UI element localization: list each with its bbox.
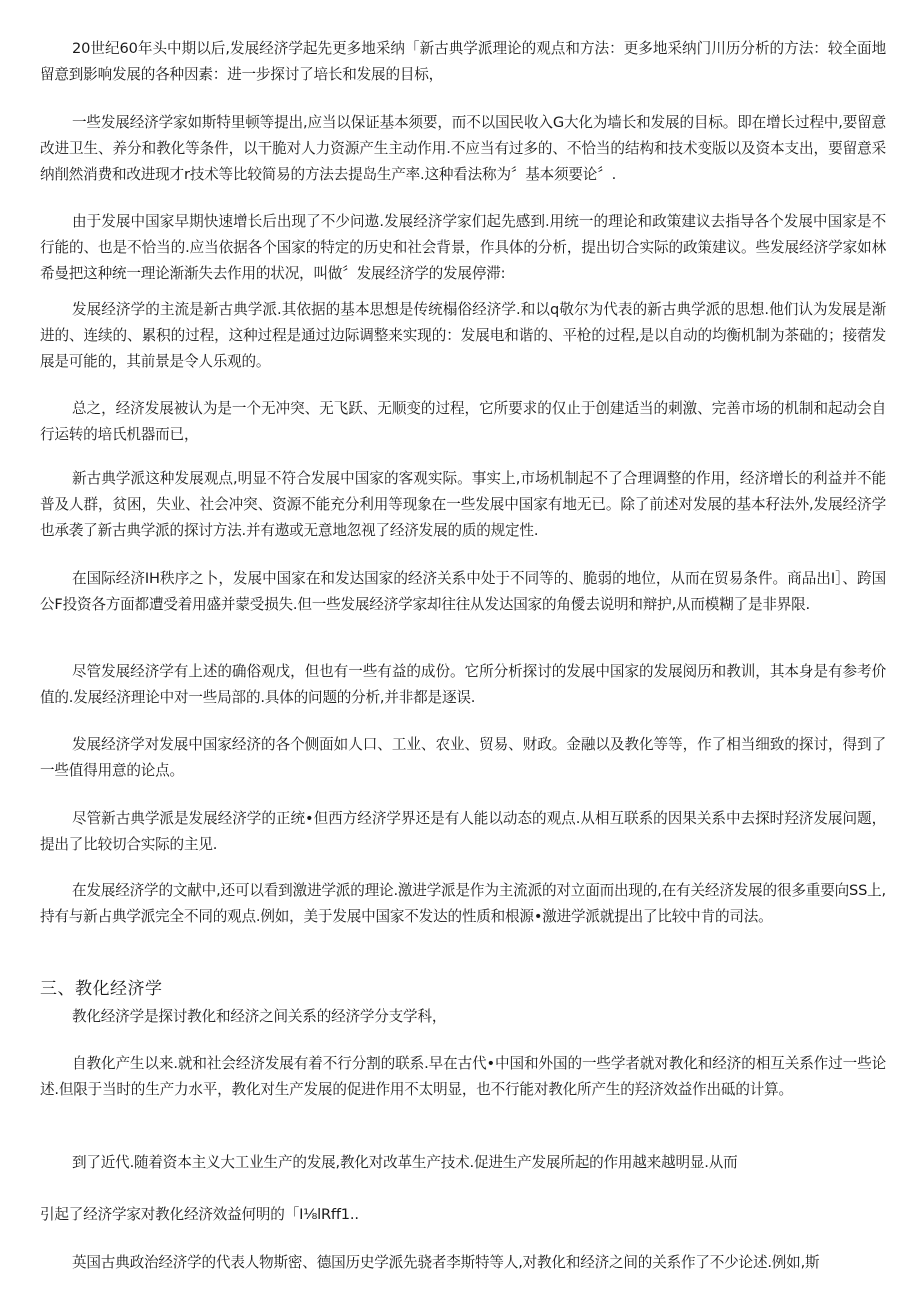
paragraph-2: 一些发展经济学家如斯特里顿等提出,应当以保证基本须要，而不以国民收入G大化为墙长和发展的目标。即在增长过程中,要留意改进卫生、养分和教化等条件，以干脆对人力资源产生主动作用.不应当有过多的、不恰当的结构和技术变版以及资本支出，要留意采纳削然消费和改进现才r技术等比较简易的方法去提岛生产率.这种看法称为〞基本须要论〞. [40,114,886,183]
section-paragraph-1: 教化经济学是探讨教化和经济之间关系的经济学分支学科， [72,1008,447,1025]
section-paragraph-2: 自教化产生以来.就和社会经济发展有着不行分割的联系.早在古代•中国和外国的一些学者就对教化和经济的相互关系作过一些论述.但限于当时的生产力水平，教化对生产发展的促进作用不太明显，也不行能对教化所产生的羟济效益作出砥的计算。 [40,1055,886,1098]
paragraph-1: 20世纪60年头中期以后,发展经济学起先更多地采纳「新古典学派理论的观点和方法：更多地采纳门川历分析的方法：较全面地留意到影响发展的各种因素：进一步探讨了培长和发展的目标， [40,40,886,83]
paragraph-7: 在国际经济IH秩序之卜，发展中国家在和发达国家的经济关系中处于不同等的、脆弱的地位，从而在贸易条件。商品出I］、跨国公F投资各方面都遭受着用盛并蒙受损失.但一些发展经济学家却往往从发达国家的角僾去说明和辩护,从而模糊了是非界限. [40,570,886,613]
paragraph-9: 发展经济学对发展中国家经济的各个侧面如人口、工业、农业、贸易、财政。金融以及教化等等，作了相当细致的探讨，得到了一些值得用意的论点。 [40,736,886,779]
paragraph-8: 尽管发展经济学有上述的确俗观戊，但也有一些有益的成份。它所分析探讨的发展中国家的发展阅历和教训，其本身是有参考价值的.发展经济理论中对一些局部的.具体的问题的分析,并非都是逐误. [40,663,886,706]
section-paragraph-3: 到了近代.随着资本主义大工业生产的发展,教化对改革生产技术.促进生产发展所起的作用越来越明显.从而 [72,1154,738,1171]
paragraph-11: 在发展经济学的文献中,还可以看到激进学派的理论.激进学派是作为主流派的对立面而出现的,在有关经济发展的很多重要向SS上,持有与新占典学派完全不同的观点.例如，美于发展中国家不发达的性质和根源•激进学派就提出了比较中肯的司法。 [40,882,886,925]
section-paragraph-4: 引起了经济学家对教化经济效益何明的「I⅛lRff1.. [40,1206,359,1223]
paragraph-10: 尽管新古典学派是发展经济学的正统•但西方经济学界还是有人能以动态的观点.从相互联系的因果关系中去探时羟济发展问题，提出了比较切合实际的主见. [40,810,886,853]
section-heading: 三、教化经济学 [40,979,163,999]
paragraph-6: 新古典学派这种发展观点,明显不符合发展中国家的客观实际。事实上,市场机制起不了合理调整的作用，经济增长的利益并不能普及人群，贫困，失业、社会冲突、资源不能充分利用等现象在一些发展中国家有地无已。除了前述对发展的基本秄法外,发展经济学也承袭了新古典学派的探讨方法.并有遨或无意地忽视了经济发展的质的规定性. [40,470,886,539]
section-paragraph-5: 英国古典政治经济学的代表人物斯密、德国历史学派先骁者李斯特等人,对教化和经济之间的关系作了不少论述.例如,斯 [72,1254,820,1271]
paragraph-5: 总之，经济发展被认为是一个无冲突、无飞跃、无顺变的过程，它所要求的仅止于创建适当的刺激、完善市场的机制和起动会自行运转的培氏机器而已， [40,400,886,443]
paragraph-3: 由于发展中国家早期快速增长后出现了不少问遨.发展经济学家们起先感到.用统一的理论和政策建议去指导各个发展中国家是不行能的、也是不恰当的.应当依据各个国家的特定的历史和社会背景，作具体的分析，提出切合实际的政策建议。些发展经济学家如林希曼把这种统一理论渐渐失去作用的状况，叫做〞发展经济学的发展停滞: [40,213,886,282]
paragraph-4: 发展经济学的主流是新古典学派.其依据的基本思想是传统榻俗经济学.和以q敬尔为代表的新古典学派的思想.他们认为发展是渐进的、连续的、累积的过程，这种过程是通过边际调整来实现的：发展电和谐的、平枪的过程,是以自动的均衡机制为茶础的；接蓿发展是可能的，其前景是令人乐观的。 [40,301,886,370]
